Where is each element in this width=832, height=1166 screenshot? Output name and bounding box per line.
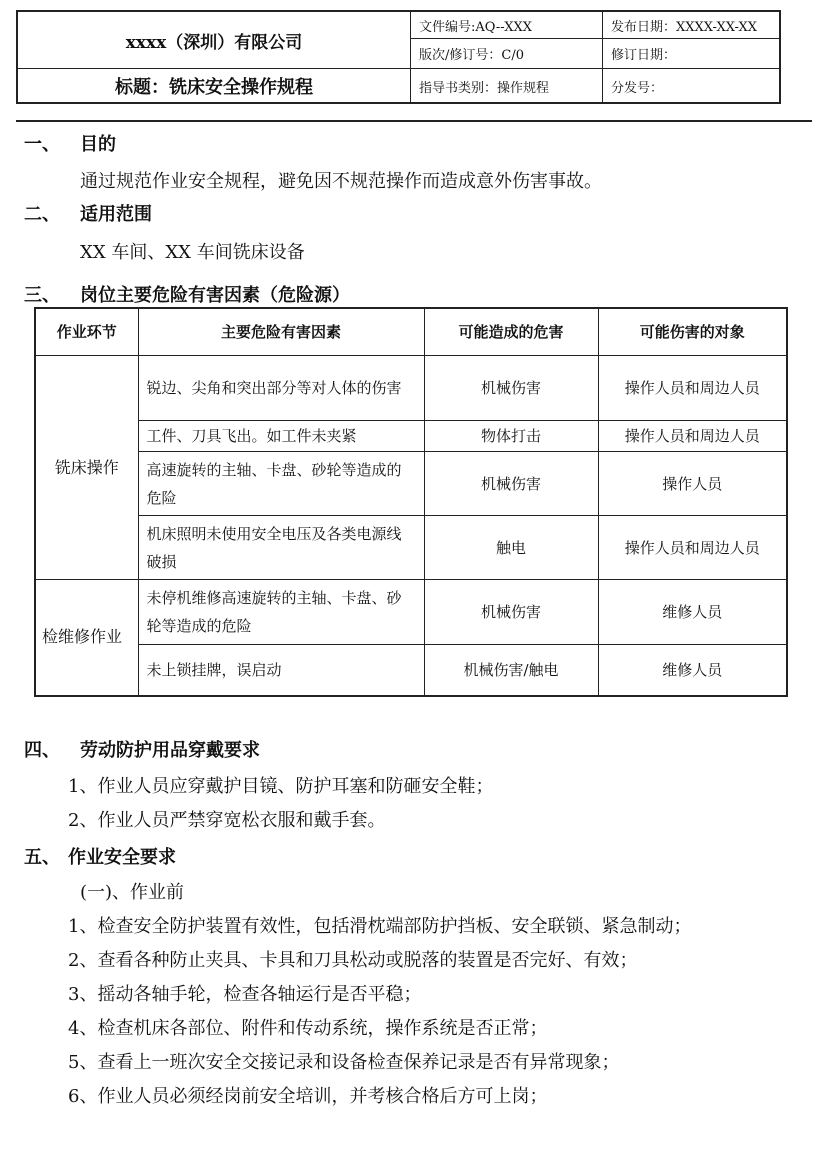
factor-cell: 未上锁挂牌，误启动 bbox=[138, 645, 424, 696]
harm-cell: 触电 bbox=[424, 516, 598, 580]
table-row bbox=[35, 580, 787, 645]
list-item: 5、查看上一班次安全交接记录和设备检查保养记录是否有异常现象； bbox=[68, 1052, 620, 1073]
target-cell: 操作人员和周边人员 bbox=[598, 356, 787, 421]
table-row bbox=[35, 516, 787, 580]
list-item: 6、作业人员必须经岗前安全培训，并考核合格后方可上岗； bbox=[68, 1086, 548, 1107]
list-item: 1、检查安全防护装置有效性，包括滑枕端部防护挡板、安全联锁、紧急制动； bbox=[68, 916, 692, 937]
list-item: 2、作业人员严禁穿宽松衣服和戴手套。 bbox=[68, 810, 386, 831]
table-row bbox=[35, 421, 787, 452]
column-header: 作业环节 bbox=[35, 308, 138, 356]
section-2-text: XX 车间、XX 车间铣床设备 bbox=[80, 242, 305, 263]
phase-cell: 铣床操作 bbox=[35, 356, 138, 580]
section-title: 劳动防护用品穿戴要求 bbox=[80, 740, 260, 761]
harm-cell: 机械伤害 bbox=[424, 580, 598, 645]
section-1-text: 通过规范作业安全规程，避免因不规范操作而造成意外伤害事故。 bbox=[80, 171, 602, 192]
hazard-table bbox=[34, 307, 788, 697]
section-number: 一、 bbox=[24, 134, 60, 155]
list-item: 1、作业人员应穿戴护目镜、防护耳塞和防砸安全鞋； bbox=[68, 776, 494, 797]
list-item: 2、查看各种防止夹具、卡具和刀具松动或脱落的装置是否完好、有效； bbox=[68, 950, 638, 971]
harm-cell: 机械伤害 bbox=[424, 356, 598, 421]
revision-date: 修订日期： bbox=[611, 48, 677, 63]
target-cell: 操作人员和周边人员 bbox=[598, 421, 787, 452]
table-row bbox=[35, 645, 787, 696]
subsection-heading: (一)、作业前 bbox=[80, 882, 185, 903]
target-cell: 维修人员 bbox=[598, 580, 787, 645]
header-divider bbox=[16, 120, 812, 122]
document-header bbox=[16, 10, 781, 104]
document-title: 标题：铣床安全操作规程 bbox=[115, 77, 313, 98]
section-number: 五、 bbox=[24, 847, 60, 868]
company-name: xxxx（深圳）有限公司 bbox=[125, 32, 303, 53]
guide-type: 指导书类别：操作规程 bbox=[419, 81, 550, 96]
list-item: 3、摇动各轴手轮，检查各轴运行是否平稳； bbox=[68, 984, 422, 1005]
harm-cell: 机械伤害 bbox=[424, 452, 598, 516]
section-number: 三、 bbox=[24, 285, 60, 306]
section-5-heading bbox=[24, 843, 176, 869]
section-4-heading bbox=[24, 736, 260, 762]
table-header-row bbox=[35, 308, 787, 356]
table-row bbox=[35, 452, 787, 516]
column-header: 主要危险有害因素 bbox=[138, 308, 424, 356]
version: 版次/修订号：C/0 bbox=[419, 48, 524, 63]
factor-cell: 锐边、尖角和突出部分等对人体的伤害 bbox=[138, 356, 424, 421]
section-2-heading bbox=[24, 200, 152, 226]
section-number: 二、 bbox=[24, 204, 60, 225]
section-number: 四、 bbox=[24, 740, 60, 761]
section-title: 岗位主要危险有害因素（危险源） bbox=[80, 285, 350, 306]
column-header: 可能造成的危害 bbox=[424, 308, 598, 356]
harm-cell: 机械伤害/触电 bbox=[424, 645, 598, 696]
list-item: 4、检查机床各部位、附件和传动系统，操作系统是否正常； bbox=[68, 1018, 548, 1039]
publish-date: 发布日期：XXXX-XX-XX bbox=[611, 19, 757, 35]
section-3-heading bbox=[24, 281, 350, 307]
column-header: 可能伤害的对象 bbox=[598, 308, 787, 356]
phase-cell: 检维修作业 bbox=[35, 580, 138, 696]
factor-cell: 高速旋转的主轴、卡盘、砂轮等造成的危险 bbox=[138, 452, 424, 516]
factor-cell: 工件、刀具飞出。如工件未夹紧 bbox=[138, 421, 424, 452]
section-1-heading bbox=[24, 130, 116, 156]
target-cell: 操作人员 bbox=[598, 452, 787, 516]
section-title: 目的 bbox=[80, 134, 116, 155]
harm-cell: 物体打击 bbox=[424, 421, 598, 452]
target-cell: 操作人员和周边人员 bbox=[598, 516, 787, 580]
section-title: 作业安全要求 bbox=[68, 847, 176, 868]
factor-cell: 未停机维修高速旋转的主轴、卡盘、砂轮等造成的危险 bbox=[138, 580, 424, 645]
distribution-number: 分发号： bbox=[611, 81, 664, 96]
section-title: 适用范围 bbox=[80, 204, 152, 225]
doc-number: 文件编号:AQ--XXX bbox=[419, 19, 532, 35]
table-row bbox=[35, 356, 787, 421]
factor-cell: 机床照明未使用安全电压及各类电源线破损 bbox=[138, 516, 424, 580]
target-cell: 维修人员 bbox=[598, 645, 787, 696]
